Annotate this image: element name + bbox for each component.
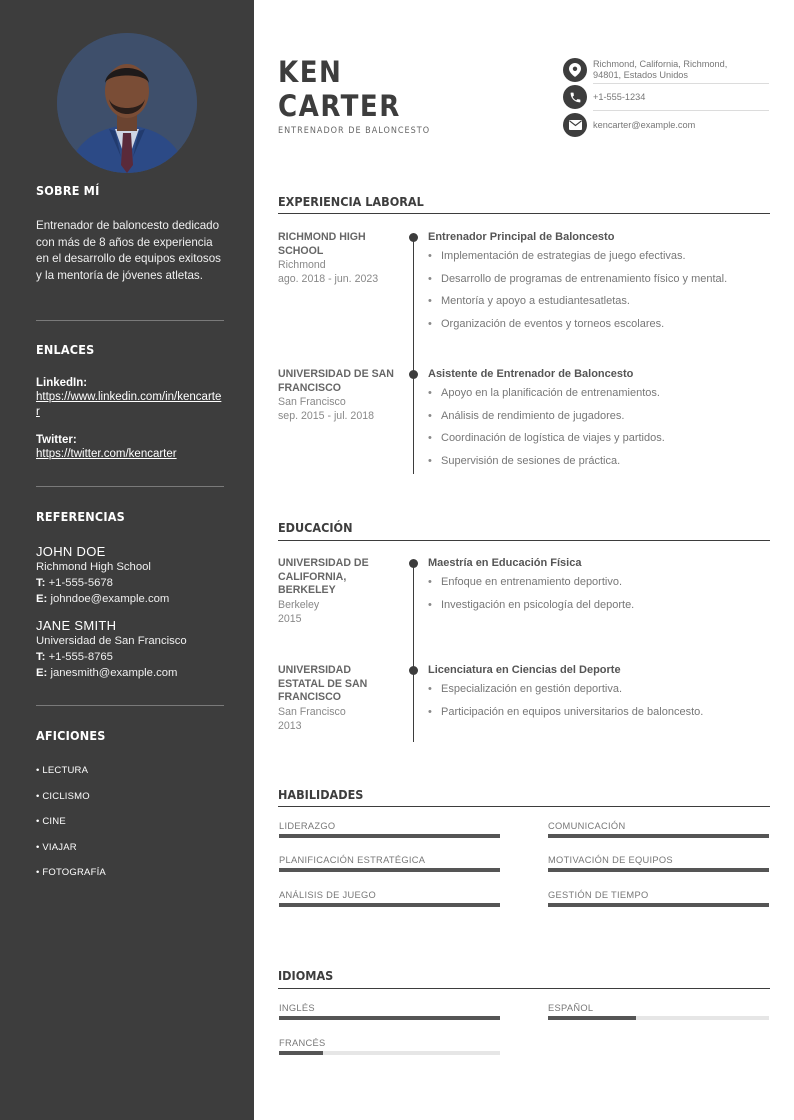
contact-divider — [593, 110, 769, 111]
language-label: INGLÉS — [279, 1003, 315, 1013]
references-section — [36, 509, 224, 681]
experience-timeline — [413, 236, 414, 474]
education-timeline — [413, 562, 414, 742]
location: San Francisco — [278, 396, 346, 408]
candidate-role: ENTRENADOR DE BALONCESTO — [278, 126, 431, 136]
about-heading: SOBRE MÍ — [36, 183, 100, 198]
hobby-item: • CICLISMO — [36, 790, 90, 802]
skill-item — [548, 890, 769, 907]
reference-email: E: johndoe@example.com — [36, 593, 170, 605]
institution: UNIVERSIDAD ESTATAL DE SAN FRANCISCO — [278, 664, 368, 703]
section-rule — [278, 988, 770, 989]
skill-label: GESTIÓN DE TIEMPO — [548, 890, 649, 900]
reference-item — [36, 618, 224, 681]
timeline-dot — [409, 370, 418, 379]
sidebar-divider — [36, 486, 224, 487]
education-heading: EDUCACIÓN — [278, 520, 353, 535]
reference-org: Richmond High School — [36, 561, 151, 573]
language-item — [548, 1003, 769, 1020]
experience-entry-details — [428, 368, 770, 477]
detail-item: • Especialización en gestión deportiva. — [428, 683, 770, 706]
location-pin-icon — [563, 58, 587, 82]
education-entry-details — [428, 557, 770, 621]
skill-bar-fill — [279, 834, 500, 838]
language-label: ESPAÑOL — [548, 1003, 594, 1013]
linkedin-link[interactable]: https://www.linkedin.com/in/kencarter — [36, 391, 222, 418]
language-bar-fill — [548, 1016, 636, 1020]
skills-heading: HABILIDADES — [278, 787, 364, 802]
language-bar — [279, 1051, 500, 1055]
languages-heading: IDIOMAS — [278, 968, 334, 983]
contact-email — [563, 113, 769, 137]
timeline-dot — [409, 233, 418, 242]
skill-item — [279, 890, 500, 907]
skill-item — [279, 821, 500, 838]
duty-item: • Análisis de rendimiento de jugadores. — [428, 410, 770, 433]
links-heading: ENLACES — [36, 342, 95, 357]
dates: sep. 2015 - jul. 2018 — [278, 410, 375, 422]
education-entry-meta — [278, 557, 396, 626]
linkedin-label: LinkedIn: — [36, 377, 88, 389]
skill-item — [548, 855, 769, 872]
reference-org: Universidad de San Francisco — [36, 635, 187, 647]
twitter-label: Twitter: — [36, 434, 77, 446]
duty-item: • Organización de eventos y torneos escolares. — [428, 318, 770, 341]
phone-text: +1-555-1234 — [593, 91, 646, 102]
skill-item — [548, 821, 769, 838]
employer: UNIVERSIDAD DE SAN FRANCISCO — [278, 368, 394, 394]
contact-address — [563, 58, 769, 82]
reference-item — [36, 544, 224, 607]
skill-label: COMUNICACIÓN — [548, 821, 626, 831]
reference-phone: T: +1-555-8765 — [36, 651, 113, 663]
twitter-link[interactable]: https://twitter.com/kencarter — [36, 448, 177, 460]
skill-bar — [279, 868, 500, 872]
location: San Francisco — [278, 705, 346, 718]
hobby-item: • LECTURA — [36, 765, 89, 776]
location: Richmond — [278, 259, 326, 271]
sidebar-divider — [36, 320, 224, 321]
about-section — [36, 183, 224, 284]
education-entry-meta — [278, 664, 396, 733]
duty-item: • Coordinación de logística de viajes y partidos. — [428, 432, 770, 455]
skill-bar — [548, 834, 769, 838]
duty-item: • Desarrollo de programas de entrenamiento físico y mental. — [428, 273, 770, 296]
hobbies-heading: AFICIONES — [36, 728, 106, 743]
location: Berkeley — [278, 598, 320, 611]
experience-entry-meta — [278, 368, 396, 423]
email-text: kencarter@example.com — [593, 119, 696, 130]
sidebar — [0, 0, 254, 1120]
references-heading: REFERENCIAS — [36, 509, 125, 524]
degree-title: Maestría en Educación Física — [428, 557, 582, 569]
links-section — [36, 342, 224, 462]
envelope-icon — [563, 113, 587, 137]
section-rule — [278, 806, 770, 807]
sidebar-divider — [36, 705, 224, 706]
profile-photo — [57, 33, 197, 173]
detail-item: • Enfoque en entrenamiento deportivo. — [428, 576, 770, 599]
institution: UNIVERSIDAD DE CALIFORNIA, BERKELEY — [278, 557, 369, 596]
detail-item: • Investigación en psicología del deporte. — [428, 599, 770, 622]
experience-heading: EXPERIENCIA LABORAL — [278, 194, 424, 209]
duty-item: • Implementación de estrategias de juego efectivas. — [428, 250, 770, 273]
dates: 2015 — [278, 612, 302, 625]
hobbies-section — [36, 728, 224, 893]
language-bar — [279, 1016, 500, 1020]
candidate-name: KEN CARTER — [278, 55, 401, 123]
skill-label: ANÁLISIS DE JUEGO — [279, 890, 377, 900]
language-bar — [548, 1016, 769, 1020]
education-entry-details — [428, 664, 770, 728]
about-text: Entrenador de baloncesto dedicado con más de 8 años de experiencia en el desarrollo de equipos exitosos y la mentoría de jóvenes atletas. — [36, 219, 221, 282]
reference-phone: T: +1-555-5678 — [36, 577, 113, 589]
skill-label: LIDERAZGO — [279, 821, 336, 831]
skill-bar-fill — [279, 903, 500, 907]
skill-label: MOTIVACIÓN DE EQUIPOS — [548, 855, 673, 865]
skill-bar — [279, 903, 500, 907]
hobby-item: • VIAJAR — [36, 841, 77, 853]
hobby-item: • FOTOGRAFÍA — [36, 867, 106, 878]
phone-icon — [563, 85, 587, 109]
skill-bar-fill — [279, 868, 500, 872]
degree-title: Licenciatura en Ciencias del Deporte — [428, 664, 621, 676]
skill-bar-fill — [548, 834, 769, 838]
contact-divider — [593, 83, 769, 84]
contact-phone — [563, 85, 769, 109]
skill-bar — [548, 868, 769, 872]
reference-email: E: janesmith@example.com — [36, 667, 178, 679]
address-line: Richmond, California, Richmond, — [593, 59, 728, 69]
language-bar-fill — [279, 1051, 323, 1055]
avatar — [57, 33, 197, 173]
skill-bar — [548, 903, 769, 907]
timeline-dot — [409, 666, 418, 675]
job-title: Entrenador Principal de Baloncesto — [428, 231, 615, 243]
skill-bar — [279, 834, 500, 838]
timeline-dot — [409, 559, 418, 568]
duty-item: • Mentoría y apoyo a estudiantesatletas. — [428, 295, 770, 318]
dates: 2013 — [278, 719, 302, 732]
job-title: Asistente de Entrenador de Baloncesto — [428, 368, 634, 380]
duty-item: • Apoyo en la planificación de entrenamientos. — [428, 387, 770, 410]
hobby-item: • CINE — [36, 816, 66, 827]
section-rule — [278, 213, 770, 214]
experience-entry-meta — [278, 231, 396, 286]
reference-name: JANE SMITH — [36, 618, 117, 633]
skill-label: PLANIFICACIÓN ESTRATÉGICA — [279, 855, 426, 865]
section-rule — [278, 540, 770, 541]
address-line: 94801, Estados Unidos — [593, 70, 689, 80]
employer: RICHMOND HIGH SCHOOL — [278, 231, 366, 257]
language-bar-fill — [279, 1016, 500, 1020]
reference-name: JOHN DOE — [36, 544, 106, 559]
skill-item — [279, 855, 500, 872]
language-item — [279, 1003, 500, 1020]
duty-item: • Supervisión de sesiones de práctica. — [428, 455, 770, 478]
language-item — [279, 1038, 500, 1055]
dates: ago. 2018 - jun. 2023 — [278, 273, 379, 285]
skill-bar-fill — [548, 903, 769, 907]
language-label: FRANCÉS — [279, 1038, 326, 1048]
experience-entry-details — [428, 231, 770, 340]
skill-bar-fill — [548, 868, 769, 872]
detail-item: • Participación en equipos universitarios de baloncesto. — [428, 706, 770, 729]
